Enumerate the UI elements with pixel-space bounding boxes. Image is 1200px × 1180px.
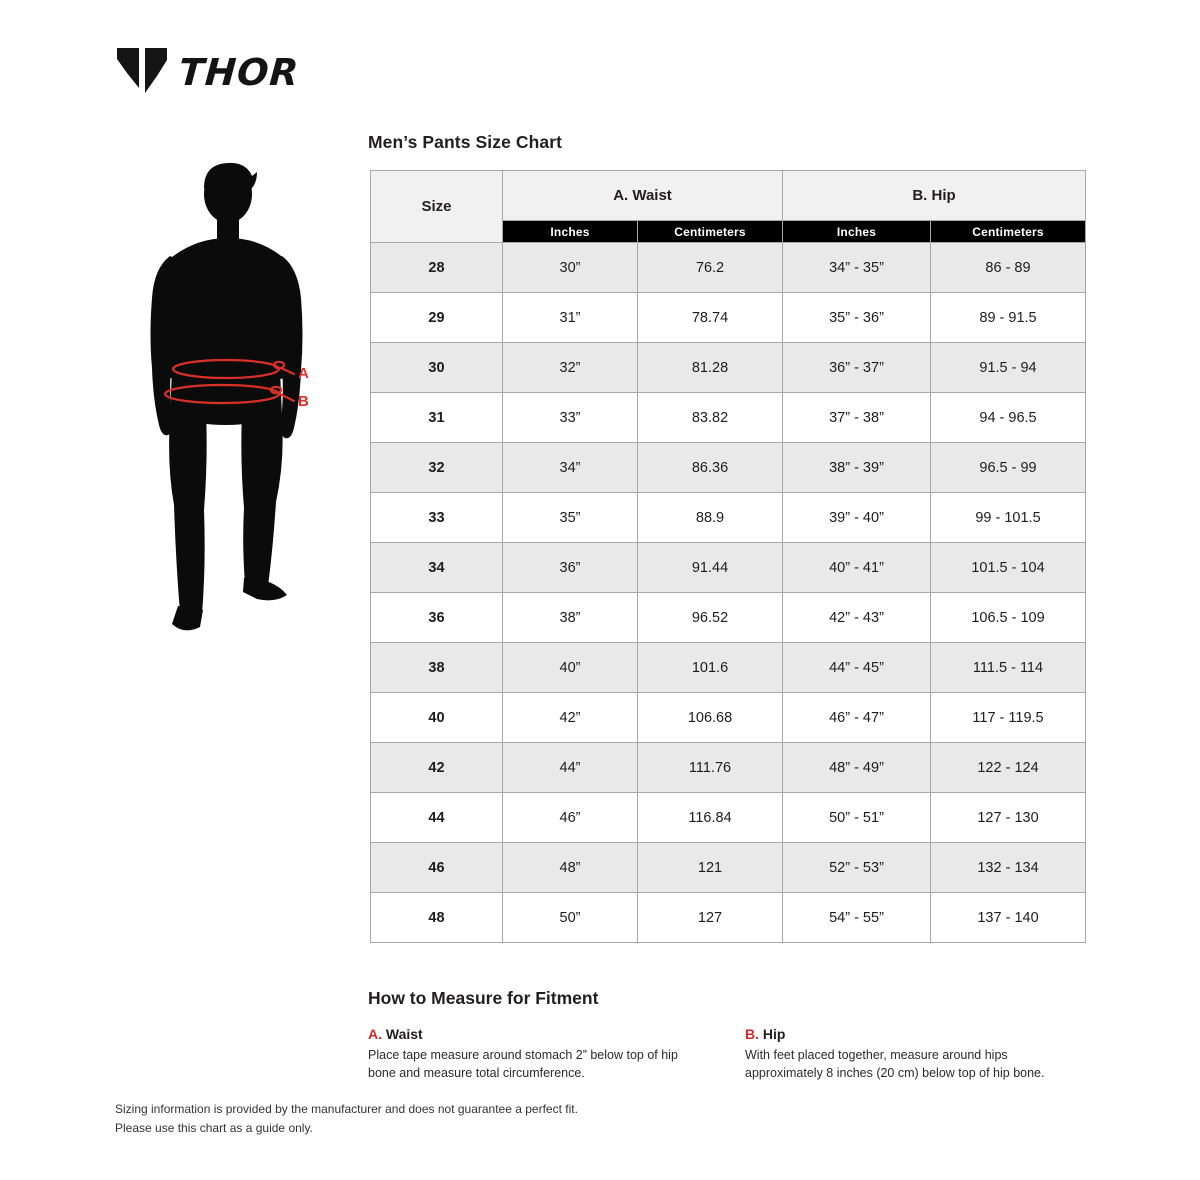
cell-waist-centimeters: 121 [638, 843, 783, 893]
table-row [371, 393, 1086, 443]
cell-hip-centimeters: 122 - 124 [931, 743, 1086, 793]
how-to-measure-section [368, 988, 1088, 1082]
cell-hip-inches: 54” - 55” [783, 893, 931, 943]
thor-wordmark: THOR [177, 50, 301, 94]
fit-figure [138, 150, 338, 650]
cell-size: 44 [371, 793, 503, 843]
cell-waist-inches: 40” [503, 643, 638, 693]
table-row [371, 543, 1086, 593]
column-header-hip-centimeters: Centimeters [931, 221, 1086, 243]
column-group-waist: A. Waist [503, 171, 783, 221]
cell-hip-inches: 44” - 45” [783, 643, 931, 693]
cell-size: 28 [371, 243, 503, 293]
cell-waist-inches: 32” [503, 343, 638, 393]
cell-hip-inches: 36” - 37” [783, 343, 931, 393]
cell-size: 32 [371, 443, 503, 493]
cell-waist-centimeters: 81.28 [638, 343, 783, 393]
cell-hip-inches: 34” - 35” [783, 243, 931, 293]
cell-hip-inches: 48” - 49” [783, 743, 931, 793]
cell-hip-inches: 50” - 51” [783, 793, 931, 843]
disclaimer-line-1: Sizing information is provided by the manufacturer and does not guarantee a perfect fit. [115, 1102, 578, 1116]
cell-size: 34 [371, 543, 503, 593]
cell-size: 42 [371, 743, 503, 793]
table-row [371, 593, 1086, 643]
cell-waist-centimeters: 86.36 [638, 443, 783, 493]
table-row [371, 693, 1086, 743]
cell-waist-centimeters: 76.2 [638, 243, 783, 293]
cell-size: 40 [371, 693, 503, 743]
cell-waist-inches: 36” [503, 543, 638, 593]
cell-hip-inches: 35” - 36” [783, 293, 931, 343]
cell-hip-centimeters: 106.5 - 109 [931, 593, 1086, 643]
table-row [371, 443, 1086, 493]
cell-hip-centimeters: 137 - 140 [931, 893, 1086, 943]
cell-waist-centimeters: 91.44 [638, 543, 783, 593]
measure-waist-letter: A. [368, 1026, 382, 1042]
male-silhouette-icon [138, 150, 338, 650]
cell-waist-inches: 42” [503, 693, 638, 743]
thor-logo [115, 46, 299, 96]
measure-hip-heading [745, 1026, 1088, 1042]
measure-waist-heading [368, 1026, 745, 1042]
cell-size: 29 [371, 293, 503, 343]
disclaimer [115, 1100, 578, 1137]
table-row [371, 643, 1086, 693]
table-row [371, 743, 1086, 793]
column-header-hip-inches: Inches [783, 221, 931, 243]
cell-waist-inches: 50” [503, 893, 638, 943]
cell-hip-centimeters: 91.5 - 94 [931, 343, 1086, 393]
cell-hip-centimeters: 86 - 89 [931, 243, 1086, 293]
thor-horns-icon [115, 46, 169, 96]
disclaimer-line-2: Please use this chart as a guide only. [115, 1120, 313, 1135]
cell-waist-inches: 46” [503, 793, 638, 843]
measure-item-hip [745, 1026, 1088, 1082]
table-row [371, 843, 1086, 893]
table-row [371, 793, 1086, 843]
cell-size: 33 [371, 493, 503, 543]
cell-hip-centimeters: 127 - 130 [931, 793, 1086, 843]
cell-waist-inches: 30” [503, 243, 638, 293]
cell-waist-inches: 34” [503, 443, 638, 493]
cell-waist-centimeters: 78.74 [638, 293, 783, 343]
cell-waist-inches: 31” [503, 293, 638, 343]
cell-hip-inches: 46” - 47” [783, 693, 931, 743]
cell-hip-centimeters: 89 - 91.5 [931, 293, 1086, 343]
cell-hip-centimeters: 101.5 - 104 [931, 543, 1086, 593]
table-row [371, 343, 1086, 393]
cell-size: 46 [371, 843, 503, 893]
cell-hip-centimeters: 132 - 134 [931, 843, 1086, 893]
measure-waist-name: Waist [385, 1026, 423, 1042]
cell-size: 38 [371, 643, 503, 693]
cell-waist-centimeters: 96.52 [638, 593, 783, 643]
cell-hip-centimeters: 96.5 - 99 [931, 443, 1086, 493]
cell-waist-inches: 35” [503, 493, 638, 543]
page-title: Men’s Pants Size Chart [368, 132, 563, 152]
measure-waist-description: Place tape measure around stomach 2” below top of hip bone and measure total circumference. [368, 1048, 678, 1081]
waist-label-a: A [298, 365, 309, 382]
cell-waist-inches: 48” [503, 843, 638, 893]
column-header-waist-centimeters: Centimeters [638, 221, 783, 243]
cell-waist-centimeters: 88.9 [638, 493, 783, 543]
cell-waist-centimeters: 111.76 [638, 743, 783, 793]
cell-hip-centimeters: 94 - 96.5 [931, 393, 1086, 443]
cell-waist-centimeters: 83.82 [638, 393, 783, 443]
column-header-size: Size [371, 171, 503, 243]
cell-hip-inches: 42” - 43” [783, 593, 931, 643]
cell-waist-inches: 38” [503, 593, 638, 643]
table-row [371, 243, 1086, 293]
table-row [371, 493, 1086, 543]
measure-hip-letter: B. [745, 1026, 759, 1042]
cell-waist-inches: 33” [503, 393, 638, 443]
cell-waist-centimeters: 106.68 [638, 693, 783, 743]
cell-hip-centimeters: 111.5 - 114 [931, 643, 1086, 693]
measure-hip-name: Hip [762, 1026, 786, 1042]
table-group-header-row [371, 171, 1086, 221]
cell-hip-inches: 52” - 53” [783, 843, 931, 893]
cell-hip-centimeters: 99 - 101.5 [931, 493, 1086, 543]
cell-size: 36 [371, 593, 503, 643]
column-group-hip: B. Hip [783, 171, 1086, 221]
cell-hip-centimeters: 117 - 119.5 [931, 693, 1086, 743]
measure-hip-description: With feet placed together, measure around hips approximately 8 inches (20 cm) below top of hip bone. [745, 1048, 1045, 1081]
column-header-waist-inches: Inches [503, 221, 638, 243]
cell-waist-inches: 44” [503, 743, 638, 793]
cell-size: 31 [371, 393, 503, 443]
cell-hip-inches: 39” - 40” [783, 493, 931, 543]
size-chart-table [370, 170, 1086, 943]
measure-item-waist [368, 1026, 745, 1082]
table-row [371, 293, 1086, 343]
cell-waist-centimeters: 116.84 [638, 793, 783, 843]
table-row [371, 893, 1086, 943]
cell-hip-inches: 37” - 38” [783, 393, 931, 443]
cell-size: 30 [371, 343, 503, 393]
cell-hip-inches: 40” - 41” [783, 543, 931, 593]
cell-hip-inches: 38” - 39” [783, 443, 931, 493]
cell-size: 48 [371, 893, 503, 943]
cell-waist-centimeters: 101.6 [638, 643, 783, 693]
hip-label-b: B [298, 393, 309, 410]
cell-waist-centimeters: 127 [638, 893, 783, 943]
how-to-measure-title: How to Measure for Fitment [368, 988, 599, 1008]
